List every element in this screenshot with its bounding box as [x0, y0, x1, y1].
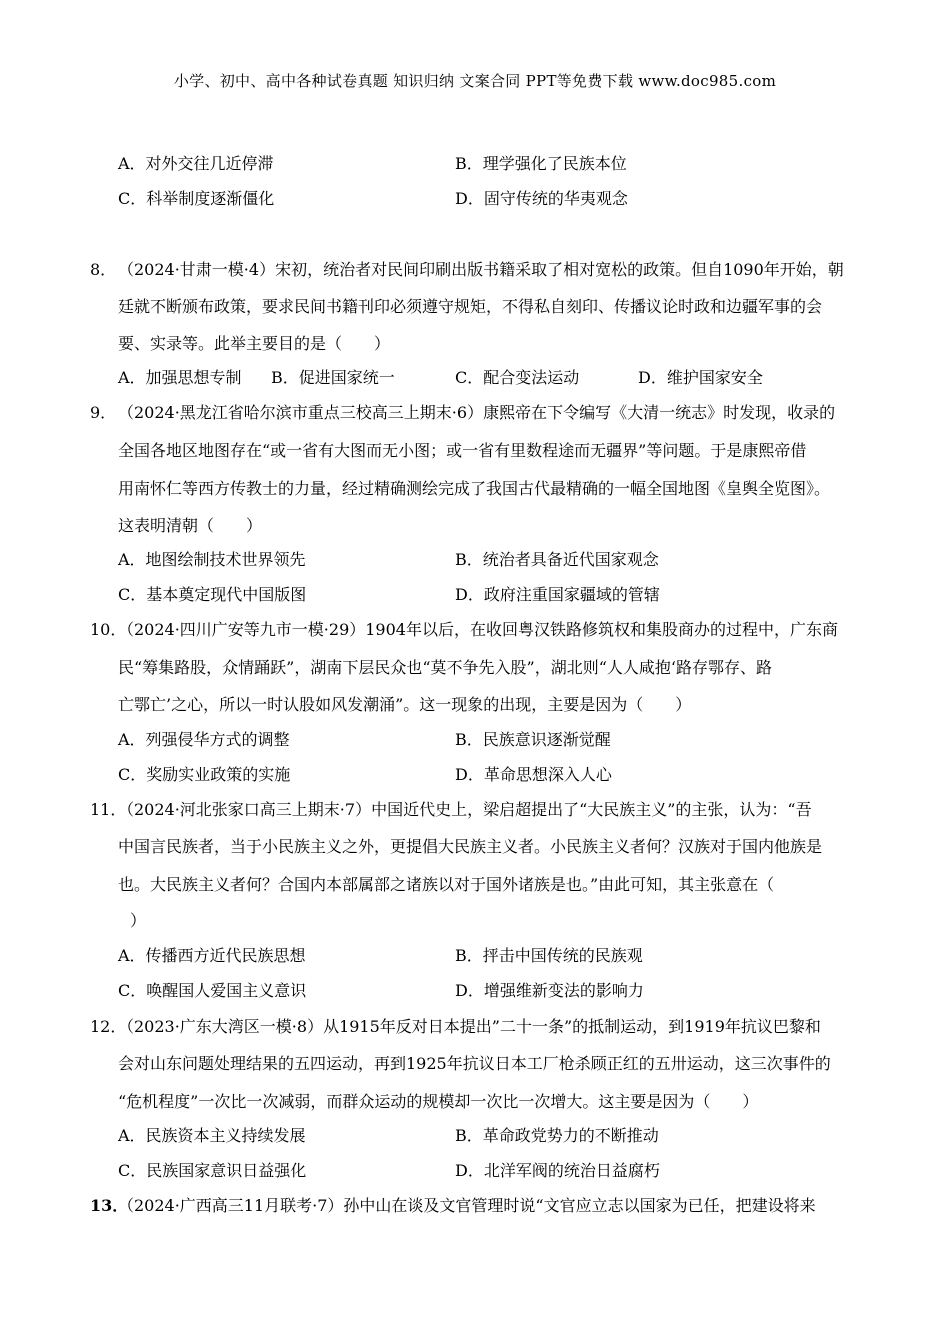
q13-number: 13．: [90, 1196, 129, 1215]
q12-option-c: C．民族国家意识日益强化: [118, 1161, 307, 1180]
q12-stem-line1: 12．（2023·广东大湾区一模·8）从1915年反对日本提出”二十一条”的抵制运动，到1919年抗议巴黎和: [90, 1017, 821, 1036]
q11-stem-line3: 也。大民族主义者何？合国内本部属部之诸族以对于国外诸族是也。”由此可知，其主张意在（: [118, 875, 775, 894]
q8-number: 8．: [90, 260, 117, 279]
q11-option-b: B．抨击中国传统的民族观: [455, 946, 643, 965]
q11-stem-line2: 中国言民族者，当于小民族主义之外，更提倡大民族主义者。小民族主义者何？汉族对于国内他族是: [118, 837, 823, 856]
q10-option-a: A．列强侵华方式的调整: [118, 730, 290, 749]
q10-option-b: B．民族意识逐渐觉醒: [455, 730, 611, 749]
q9-stem-line1: 9． （2024·黑龙江省哈尔滨市重点三校高三上期末·6）康熙帝在下令编写《大清一统志》时发现，收录的: [90, 403, 836, 422]
q8-stem-line1: 8． （2024·甘肃一模·4）宋初，统治者对民间印刷出版书籍采取了相对宽松的政策。但自1090年开始，朝: [90, 260, 844, 279]
q8-option-b: B．促进国家统一: [271, 368, 395, 387]
q12-number: 12．: [90, 1017, 127, 1036]
page-header: 小学、初中、高中各种试卷真题 知识归纳 文案合同 PPT等免费下载 www.doc985.com: [173, 72, 777, 90]
q8-stem-line2: 廷就不断颁布政策，要求民间书籍刊印必须遵守规矩，不得私自刻印、传播议论时政和边疆军事的会: [118, 297, 823, 316]
q10-option-c: C．奖励实业政策的实施: [118, 765, 291, 784]
q12-option-a: A．民族资本主义持续发展: [118, 1126, 306, 1145]
q12-option-b: B．革命政党势力的不断推动: [455, 1126, 659, 1145]
q13-stem-line1: 13．（2024·广西高三11月联考·7）孙中山在谈及文官管理时说“文官应立志以国家为已任，把建设将来: [90, 1196, 816, 1215]
q8-stem-line3: 要、实录等。此举主要目的是（ ）: [118, 334, 391, 353]
q10-option-d: D．革命思想深入人心: [455, 765, 612, 784]
q8-option-c: C．配合变法运动: [455, 368, 580, 387]
q10-stem-line3: 亡鄂亡’之心，所以一时认股如风发潮涌”。这一现象的出现，主要是因为（ ）: [118, 695, 692, 714]
q9-number: 9．: [90, 403, 117, 422]
q7-option-a: A．对外交往几近停滞: [118, 154, 274, 173]
q9-option-a: A．地图绘制技术世界领先: [118, 550, 306, 569]
q7-option-b: B．理学强化了民族本位: [455, 154, 627, 173]
q11-option-c: C．唤醒国人爱国主义意识: [118, 981, 307, 1000]
q10-stem-line2: 民“筹集路股，众情踊跃”，湖南下层民众也“莫不争先入股”，湖北则“人人咸抱‘路存鄂存、路: [118, 658, 772, 677]
q7-option-c: C．科举制度逐渐僵化: [118, 189, 275, 208]
q12-stem-line2: 会对山东问题处理结果的五四运动，再到1925年抗议日本工厂枪杀顾正红的五卅运动，这三次事件的: [118, 1054, 831, 1073]
q9-stem-line4: 这表明清朝（ ）: [118, 516, 263, 535]
q12-stem-line3: “危机程度”一次比一次减弱，而群众运动的规模却一次比一次增大。这主要是因为（ ）: [118, 1092, 759, 1111]
q9-stem-line3: 用南怀仁等西方传教士的力量，经过精确测绘完成了我国古代最精确的一幅全国地图《皇舆全览图》。: [118, 479, 831, 498]
q10-number: 10．: [90, 620, 127, 639]
q11-stem-line1: 11．（2024·河北张家口高三上期末·7）中国近代史上，梁启超提出了“大民族主义”的主张，认为：“吾: [90, 800, 812, 819]
q8-option-d: D．维护国家安全: [638, 368, 763, 387]
q8-option-a: A．加强思想专制: [118, 368, 242, 387]
q9-option-d: D．政府注重国家疆域的管辖: [455, 585, 660, 604]
q11-stem-line4: ）: [130, 911, 147, 930]
q9-stem-line2: 全国各地区地图存在“或一省有大图而无小图；或一省有里数程途而无疆界”等问题。于是康熙帝借: [118, 441, 807, 460]
q9-option-b: B．统治者具备近代国家观念: [455, 550, 659, 569]
q9-option-c: C．基本奠定现代中国版图: [118, 585, 307, 604]
q11-option-a: A．传播西方近代民族思想: [118, 946, 306, 965]
q7-option-d: D．固守传统的华夷观念: [455, 189, 628, 208]
q11-option-d: D．增强维新变法的影响力: [455, 981, 644, 1000]
q11-number: 11．: [90, 800, 127, 819]
q10-stem-line1: 10．（2024·四川广安等九市一模·29）1904年以后，在收回粤汉铁路修筑权和集股商办的过程中，广东商: [90, 620, 838, 639]
q12-option-d: D．北洋军阀的统治日益腐朽: [455, 1161, 660, 1180]
